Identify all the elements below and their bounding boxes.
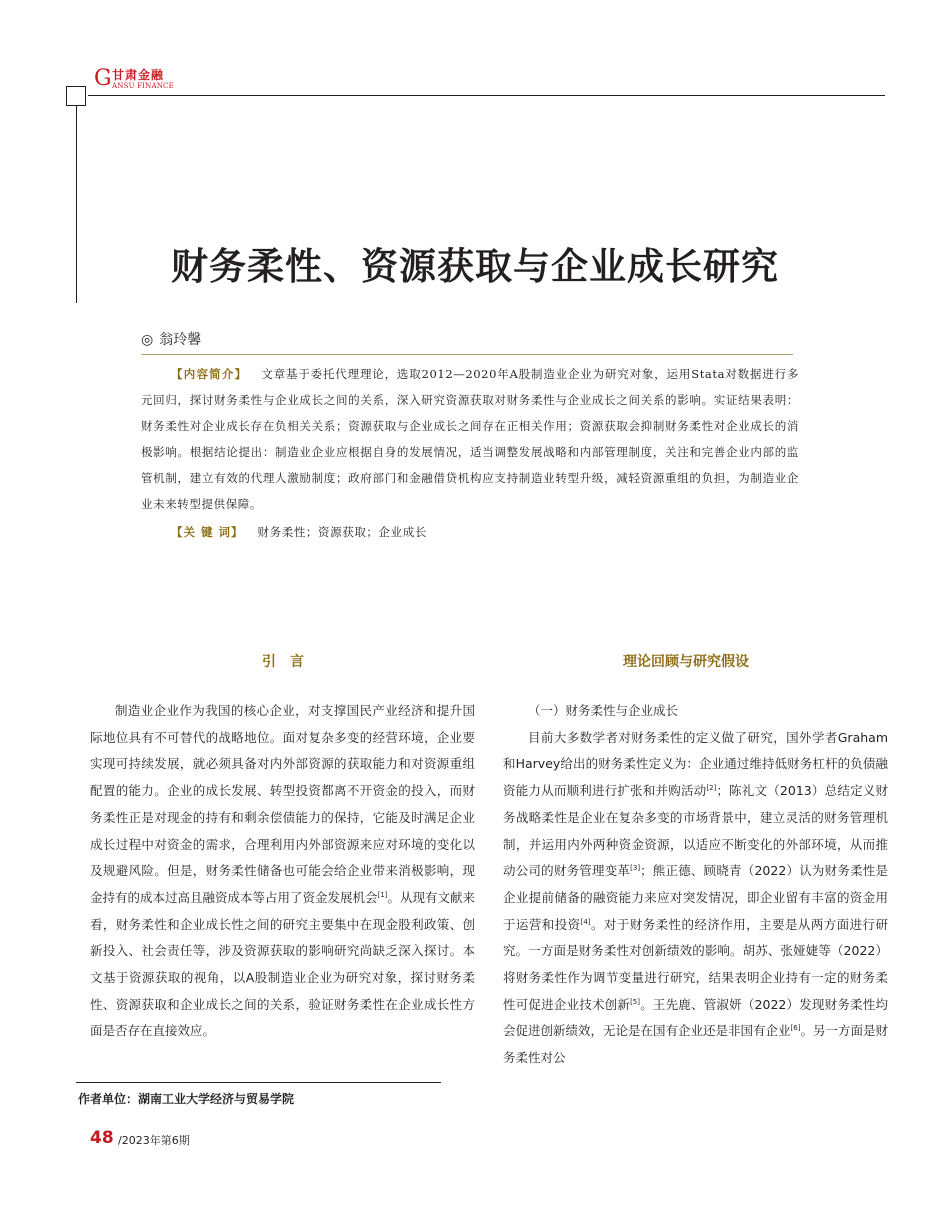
theory-text-5: 。王先鹿、管淑妍（2022）发现财务柔性均会促进创新绩效，无论是在国有企业还是非国有企业 — [503, 996, 888, 1039]
theory-paragraph — [503, 725, 888, 1072]
theory-text-6: 。另一方面是财务柔性对公 — [503, 1023, 888, 1066]
theory-text-1: 目前大多数学者对财务柔性的定义做了研究，国外学者Graham和Harvey给出的财务柔性定义为：企业通过维持低财务杠杆的负债融资能力从而顺利进行扩张和并购活动 — [503, 729, 888, 799]
left-heading: 引 言 — [262, 654, 304, 670]
abstract-label: 【内容简介】 — [171, 367, 248, 381]
citation-3: [3] — [630, 864, 641, 873]
left-column-body — [90, 698, 475, 1045]
keywords-label: 【关 键 词】 — [171, 525, 244, 539]
abstract-rule — [141, 354, 793, 355]
author-affiliation: 作者单位：湖南工业大学经济与贸易学院 — [78, 1092, 295, 1106]
theory-text-4: 。对于财务柔性的经济作用，主要是从两方面进行研究。一方面是财务柔性对创新绩效的影响。胡苏、张娅婕等（2022）将财务柔性作为调节变量进行研究，结果表明企业持有一定的财务柔性可促进企业技术创新 — [503, 916, 888, 1012]
abstract-paragraph — [141, 361, 799, 517]
article-title: 财务柔性、资源获取与企业成长研究 — [171, 245, 779, 288]
author-line — [141, 329, 201, 349]
right-column-body — [503, 698, 888, 1072]
corner-box — [66, 86, 86, 106]
theory-text-2: ；陈礼文（2013）总结定义财务战略柔性是企业在复杂多变的市场背景中，建立灵活的财务管理机制，并运用内外两种资金资源，以适应不断变化的外部环境，从而推动公司的财务管理变革 — [503, 783, 888, 879]
journal-name-en: ANSU FINANCE — [112, 82, 174, 90]
journal-logo-letter: G — [94, 66, 112, 91]
abstract-text: 文章基于委托代理理论，选取2012—2020年A股制造业企业为研究对象，运用Stata对数据进行多元回归，探讨财务柔性与企业成长之间的关系，深入研究资源获取对财务柔性与企业成长之间关系的影响。实证结果表明：财务柔性对企业成长存在负相关关系；资源获取与企业成长之间存在正相关作用；资源获取会抑制财务柔性对企业成长的消极影响。根据结论提出：制造业企业应根据自身的发展情况，适当调整发展战略和内部管理制度，关注和完善企业内部的监管机制，建立有效的代理人激励制度；政府部门和金融借贷机构应支持制造业转型升级，减轻资源重组的负担，为制造业企业未来转型提供保障。 — [141, 367, 800, 511]
issue-label: /2023年第6期 — [118, 1134, 190, 1147]
intro-text-b: 。从现有文献来看，财务柔性和企业成长性之间的研究主要集中在现金股利政策、创新投入、社会责任等，涉及资源获取的影响研究尚缺乏深入探讨。本文基于资源获取的视角，以A股制造业企业为研究对象，探讨财务柔性、资源获取和企业成长之间的关系，验证财务柔性在企业成长性方面是否存在直接效应。 — [90, 889, 475, 1039]
keywords-text: 财务柔性；资源获取；企业成长 — [257, 525, 427, 539]
intro-text-a: 制造业企业作为我国的核心企业，对支撑国民产业经济和提升国际地位具有不可替代的战略地位。面对复杂多变的经营环境，企业要实现可持续发展，就必须具备对内外部资源的获取能力和对资源重组配置的能力。企业的成长发展、转型投资都离不开资金的投入，而财务柔性正是对现金的持有和剩余偿债能力的保持，它能及时满足企业成长过程中对资金的需求，合理利用内外部资源来应对环境的变化以及规避风险。但是，财务柔性储备也可能会给企业带来消极影响，现金持有的成本过高且融资成本等占用了资金发展机会 — [90, 703, 475, 905]
footnote-rule — [76, 1082, 441, 1083]
citation-4: [4] — [580, 917, 591, 926]
citation-6: [6] — [790, 1024, 801, 1033]
intro-paragraph — [90, 698, 475, 1045]
abstract-block — [141, 361, 799, 545]
section-subheading: （一）财务柔性与企业成长 — [528, 703, 679, 718]
page-number: 48 — [90, 1128, 114, 1148]
right-heading: 理论回顾与研究假设 — [623, 654, 749, 670]
theory-text-3: ；熊正德、顾晓青（2022）认为财务柔性是企业提前储备的融资能力来应对突发情况，即企业留有丰富的资金用于运营和投资 — [503, 863, 888, 932]
citation-2: [2] — [706, 783, 717, 792]
citation-5: [5] — [630, 997, 640, 1006]
journal-name-cn: 甘肃金融 — [112, 68, 165, 82]
author-name: 翁玲馨 — [159, 332, 202, 348]
keywords-paragraph — [141, 519, 799, 545]
citation-1: [1] — [377, 890, 388, 899]
header-rule — [88, 95, 885, 96]
author-mark-icon: ◎ — [141, 332, 154, 348]
